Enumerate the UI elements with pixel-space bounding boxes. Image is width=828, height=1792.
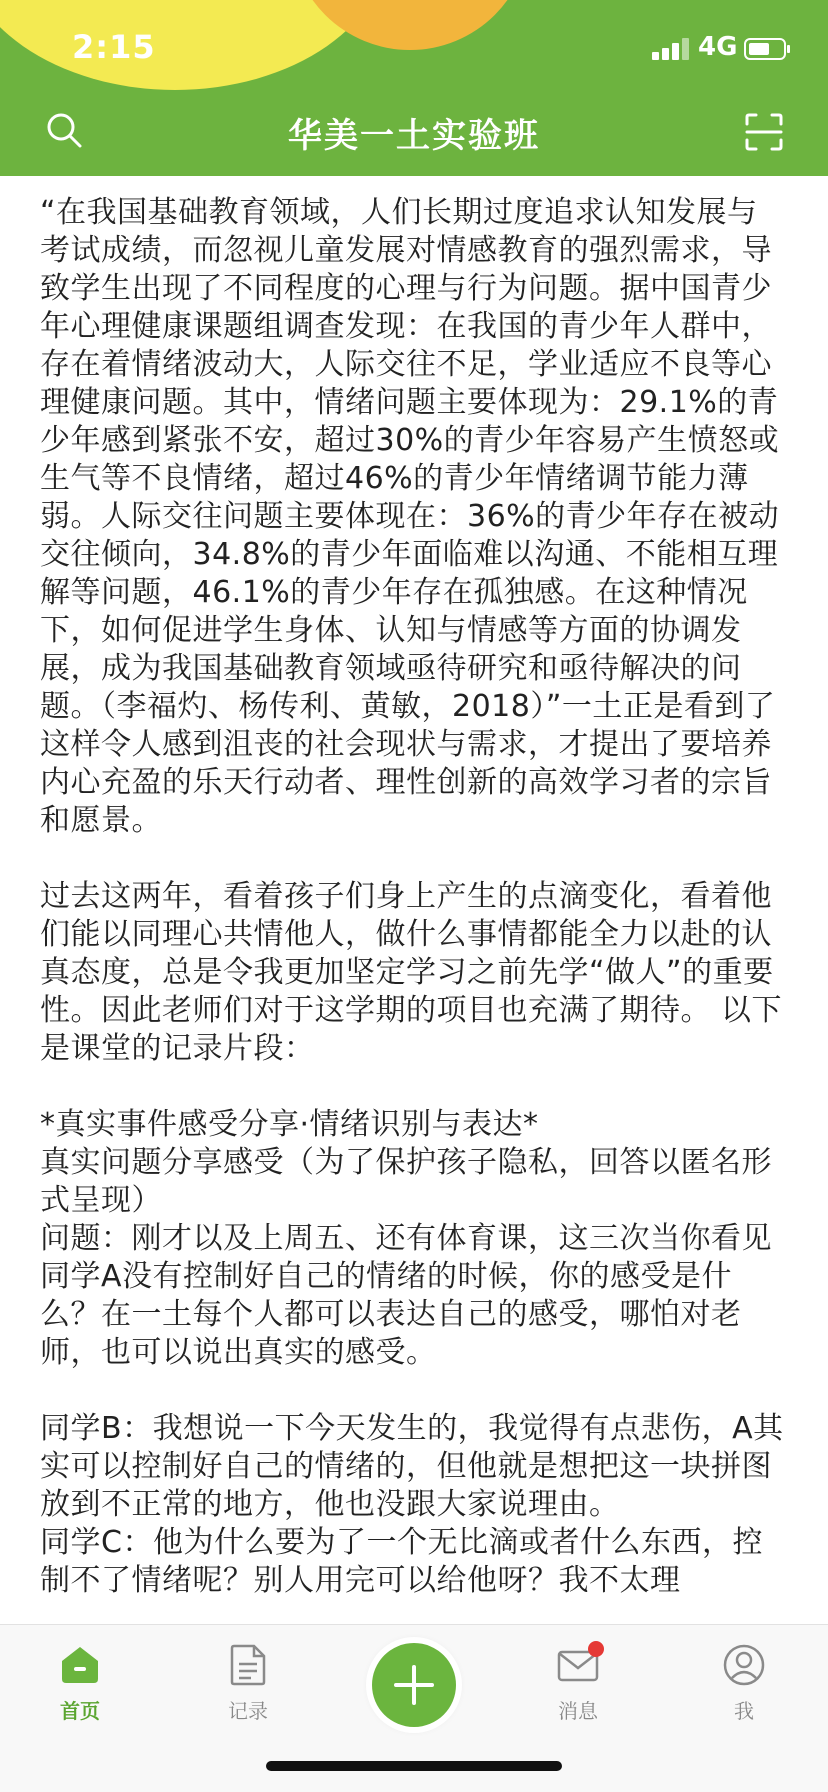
paragraph: *真实事件感受分享·情绪识别与表达* 真实问题分享感受（为了保护孩子隐私，回答以匿名形式呈现） 问题：刚才以及上周五、还有体育课，这三次当你看见同学A没有控制好自己的情绪的时候，你的感受是什么？在一土每个人都可以表达自己的感受，哪怕对老师，也可以说出真实的感受。	[40, 1107, 772, 1370]
plus-icon	[372, 1643, 456, 1727]
user-icon	[722, 1643, 766, 1687]
paragraph: “在我国基础教育领域，人们长期过度追求认知发展与考试成绩，而忽视儿童发展对情感教育的强烈需求，导致学生出现了不同程度的心理与行为问题。据中国青少年心理健康课题组调查发现：在我国的青少年人群中，存在着情绪波动大，人际交往不足，学业适应不良等心理健康问题。其中，情绪问题主要体现为：29.1%的青少年感到紧张不安，超过30%的青少年容易产生愤怒或生气等不良情绪，超过46%的青少年情绪调节能力薄弱。人际交往问题主要体现在：36%的青少年存在被动交往倾向，34.8%的青少年面临难以沟通、不能相互理解等问题，46.1%的青少年存在孤独感。在这种情况下，如何促进学生身体、认知与情感等方面的协调发展，成为我国基础教育领域亟待研究和亟待解决的问题。（李福灼、杨传利、黄敏，2018）”一土正是看到了这样令人感到沮丧的社会现状与需求，才提出了要培养内心充盈的乐天行动者、理性创新的高效学习者的宗旨和愿景。	[40, 195, 780, 838]
network-type: 4G	[698, 32, 738, 62]
home-icon	[58, 1643, 102, 1687]
tab-me[interactable]	[684, 1625, 804, 1735]
tab-messages[interactable]	[518, 1625, 638, 1735]
tab-home[interactable]	[20, 1625, 140, 1735]
tab-label: 首页	[60, 1699, 100, 1723]
notification-badge	[588, 1641, 604, 1657]
article-content[interactable]	[0, 176, 828, 1624]
paragraph: 过去这两年，看着孩子们身上产生的点滴变化，看着他们能以同理心共情他人，做什么事情都能全力以赴的认真态度，总是令我更加坚定学习之前先学“做人”的重要性。因此老师们对于这学期的项目也充满了期待。 以下是课堂的记录片段：	[40, 879, 783, 1066]
paragraph: 同学B：我想说一下今天发生的，我觉得有点悲伤，A其实可以控制好自己的情绪的，但他就是想把这一块拼图放到不正常的地方，他也没跟大家说理由。 同学C：他为什么要为了一个无比滴或者什么东西，控制不了情绪呢？别人用完可以给他呀？我不太理	[40, 1411, 784, 1598]
battery-icon	[744, 38, 786, 60]
add-button[interactable]	[372, 1643, 456, 1727]
status-time: 2:15	[72, 28, 156, 66]
app-header	[0, 0, 828, 176]
tab-label: 消息	[558, 1699, 598, 1723]
home-indicator[interactable]	[266, 1761, 562, 1771]
signal-icon	[652, 38, 692, 60]
tab-label: 我	[734, 1699, 754, 1723]
scan-icon[interactable]	[744, 112, 784, 152]
tab-records[interactable]	[188, 1625, 308, 1735]
document-icon	[226, 1643, 270, 1687]
tab-label: 记录	[228, 1699, 268, 1723]
page-title: 华美一土实验班	[288, 116, 540, 156]
